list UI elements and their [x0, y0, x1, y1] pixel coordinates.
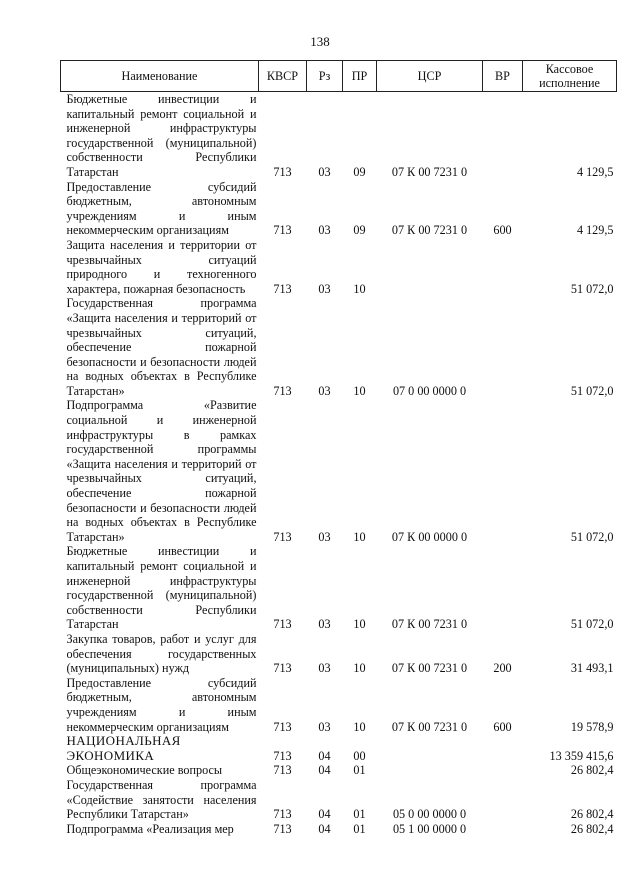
budget-table — [60, 60, 617, 836]
row-sum: 13 359 415,6 — [549, 748, 614, 763]
row-csr — [377, 734, 483, 763]
row-name: Государственная программа «Защита населения и территорий от чрезвычайных ситуаций, обеспечение пожарной безопасности и безопасности людей на водных объектах в Республике Татарстан» — [66, 296, 257, 398]
row-sum: 26 802,4 — [570, 821, 614, 836]
row-kvsr: 713 — [273, 281, 292, 296]
row-name: Предоставление субсидий бюджетным, автономным учреждениям и иным некоммерческим организациям — [66, 179, 257, 238]
row-name: Подпрограмма «Развитие социальной и инженерной инфраструктуры в рамках государственной программы «Защита населения и территорий от чрезвычайных ситуаций, обеспечение пожарной безопасности и безопасности людей на водных объектах в Республике Татарстан» — [66, 398, 257, 544]
row-rz: 03 — [318, 223, 331, 238]
row-pr: 10 — [353, 719, 366, 734]
row-rz: 03 — [318, 383, 331, 398]
row-pr: 10 — [353, 281, 366, 296]
table-row — [61, 544, 617, 632]
row-kvsr: 713 — [273, 719, 292, 734]
row-name: Предоставление субсидий бюджетным, автономным учреждениям и иным некоммерческим организациям — [66, 675, 257, 734]
column-header-vr: ВР — [483, 61, 523, 92]
row-name: Подпрограмма «Реализация мер — [66, 821, 234, 836]
table-row — [61, 763, 617, 778]
row-csr: 05 1 00 0000 0 — [392, 821, 467, 836]
row-kvsr: 713 — [273, 383, 292, 398]
column-header-sum: Кассовое исполнение — [523, 61, 617, 92]
row-vr: 600 — [493, 223, 512, 238]
column-header-pr: ПР — [343, 61, 377, 92]
table-row — [61, 180, 617, 238]
column-header-name: Наименование — [61, 61, 259, 92]
row-name: Государственная программа «Содействие занятости населения Республики Татарстан» — [66, 777, 257, 822]
row-kvsr: 713 — [273, 763, 292, 778]
row-csr: 05 0 00 0000 0 — [392, 807, 467, 822]
row-vr — [483, 778, 523, 822]
row-vr — [483, 296, 523, 398]
row-vr — [483, 238, 523, 296]
row-pr: 10 — [353, 617, 366, 632]
row-sum: 31 493,1 — [570, 661, 614, 676]
row-sum: 51 072,0 — [570, 281, 614, 296]
row-csr — [377, 238, 483, 296]
row-pr: 01 — [353, 763, 366, 778]
row-csr: 07 К 00 0000 0 — [391, 529, 468, 544]
row-kvsr: 713 — [273, 821, 292, 836]
row-vr — [483, 822, 523, 837]
row-vr — [483, 398, 523, 544]
row-sum: 26 802,4 — [570, 807, 614, 822]
row-vr: 600 — [493, 719, 512, 734]
row-name: Защита населения и территории от чрезвычайных ситуаций природного и техногенного характера, пожарная безопасность — [66, 237, 257, 296]
row-pr: 09 — [353, 223, 366, 238]
table-row — [61, 398, 617, 544]
row-rz: 03 — [318, 661, 331, 676]
row-vr — [483, 763, 523, 778]
row-kvsr: 713 — [273, 164, 292, 179]
row-rz: 03 — [318, 164, 331, 179]
column-header-kvsr: КВСР — [259, 61, 307, 92]
row-name: Закупка товаров, работ и услуг для обеспечения государственных (муниципальных) нужд — [66, 631, 257, 676]
row-csr: 07 К 00 7231 0 — [391, 223, 468, 238]
row-kvsr: 713 — [273, 807, 292, 822]
table-row — [61, 778, 617, 822]
row-rz: 03 — [318, 281, 331, 296]
row-csr: 07 К 00 7231 0 — [391, 661, 468, 676]
row-pr: 01 — [353, 807, 366, 822]
row-name: Бюджетные инвестиции и капитальный ремонт социальной и инженерной инфраструктуры государственной (муниципальной) собственности Республики Татарстан — [66, 544, 257, 632]
row-pr: 00 — [353, 748, 366, 763]
row-pr: 10 — [353, 383, 366, 398]
row-kvsr: 713 — [273, 661, 292, 676]
row-pr: 10 — [353, 661, 366, 676]
row-rz: 03 — [318, 617, 331, 632]
row-csr: 07 К 00 7231 0 — [391, 617, 468, 632]
row-name: Бюджетные инвестиции и капитальный ремонт социальной и инженерной инфраструктуры государственной (муниципальной) собственности Республики Татарстан — [66, 92, 257, 179]
table-row — [61, 734, 617, 763]
row-csr — [377, 763, 483, 778]
row-kvsr: 713 — [273, 223, 292, 238]
row-csr: 07 0 00 0000 0 — [392, 383, 467, 398]
row-rz: 04 — [318, 821, 331, 836]
row-rz: 04 — [318, 748, 331, 763]
row-vr — [483, 92, 523, 180]
table-row — [61, 676, 617, 734]
row-kvsr: 713 — [273, 748, 292, 763]
table-row — [61, 632, 617, 676]
column-header-rz: Рз — [307, 61, 343, 92]
row-rz: 03 — [318, 529, 331, 544]
row-sum: 26 802,4 — [570, 763, 614, 778]
row-csr: 07 К 00 7231 0 — [391, 164, 468, 179]
row-vr — [483, 544, 523, 632]
column-header-csr: ЦСР — [377, 61, 483, 92]
row-vr — [483, 734, 523, 763]
row-pr: 09 — [353, 164, 366, 179]
row-csr: 07 К 00 7231 0 — [391, 719, 468, 734]
row-name: Общеэкономические вопросы — [66, 763, 223, 778]
row-sum: 4 129,5 — [576, 164, 614, 179]
page-number: 138 — [310, 34, 330, 49]
row-kvsr: 713 — [273, 529, 292, 544]
table-row — [61, 238, 617, 296]
table-row — [61, 92, 617, 180]
row-rz: 03 — [318, 719, 331, 734]
row-sum: 19 578,9 — [570, 719, 614, 734]
table-header-row — [61, 61, 617, 92]
row-sum: 51 072,0 — [570, 529, 614, 544]
row-vr: 200 — [493, 661, 512, 676]
row-rz: 04 — [318, 807, 331, 822]
table-row — [61, 296, 617, 398]
row-sum: 4 129,5 — [576, 223, 614, 238]
row-kvsr: 713 — [273, 617, 292, 632]
table-row — [61, 822, 617, 837]
row-name: НАЦИОНАЛЬНАЯ ЭКОНОМИКА — [66, 733, 181, 763]
row-sum: 51 072,0 — [570, 617, 614, 632]
row-rz: 04 — [318, 763, 331, 778]
row-pr: 10 — [353, 529, 366, 544]
row-pr: 01 — [353, 821, 366, 836]
row-sum: 51 072,0 — [570, 383, 614, 398]
